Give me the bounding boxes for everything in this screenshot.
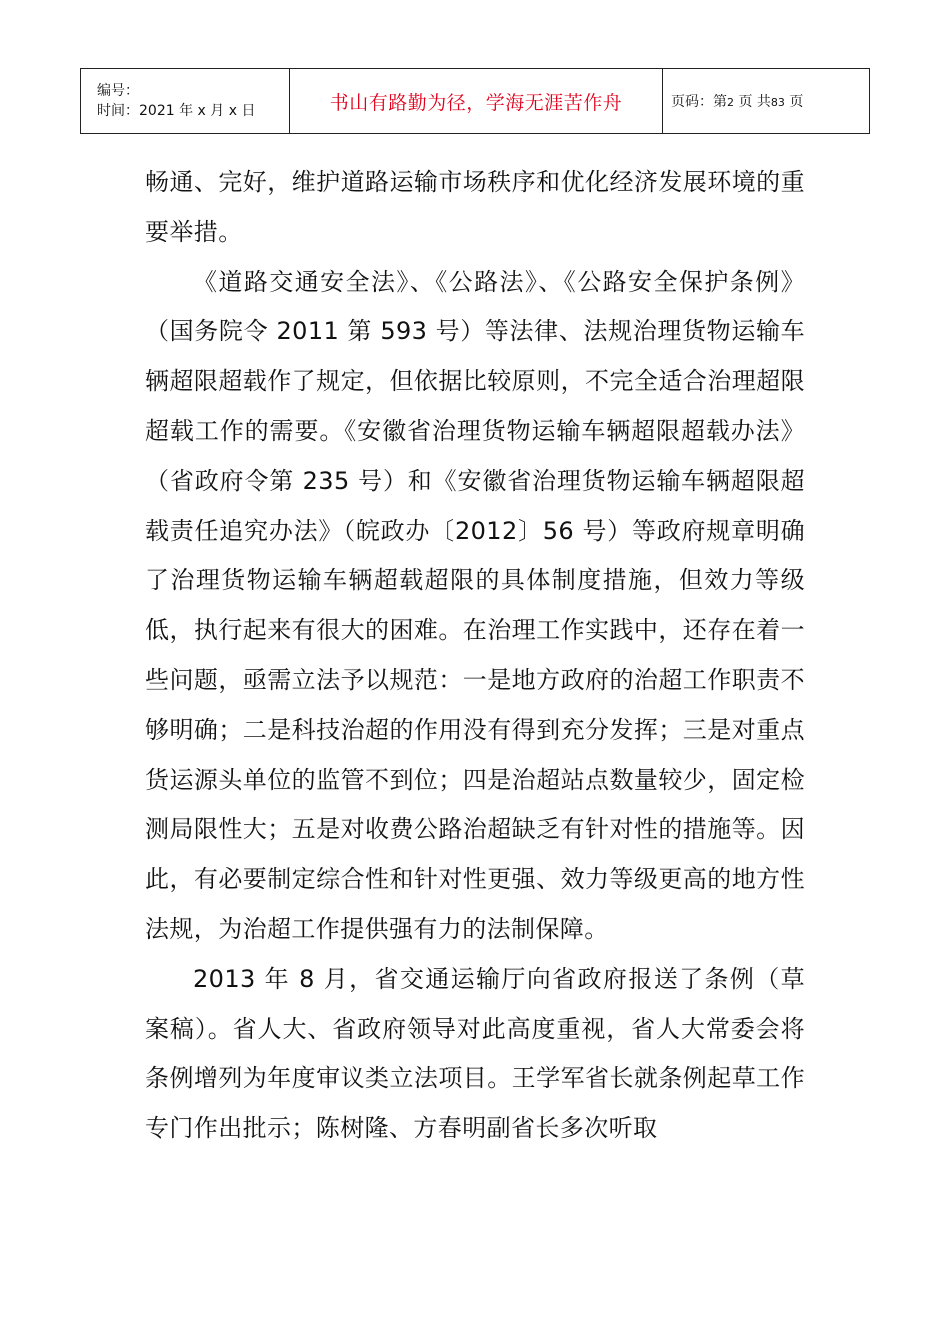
- page-current-number: 2: [727, 96, 734, 109]
- document-date-label: 时间：2021 年 x 月 x 日: [97, 103, 256, 119]
- header-meta-cell: [81, 69, 290, 134]
- page-total-number: 83: [770, 96, 785, 109]
- document-number-label: 编号：: [97, 83, 139, 99]
- document-body: [145, 158, 805, 1154]
- page-suffix: 页: [789, 94, 804, 110]
- document-header: [80, 68, 870, 134]
- page-counter: [663, 69, 870, 134]
- body-paragraph: 畅通、完好，维护道路运输市场秩序和优化经济发展环境的重要举措。: [145, 168, 805, 246]
- body-paragraph: 2013 年 8 月，省交通运输厅向省政府报送了条例（草案稿）。省人大、省政府领导对此高度重视，省人大常委会将条例增列为年度审议类立法项目。王学军省长就条例起草工作专门作出批示；陈树隆、方春明副省长多次听取: [145, 964, 805, 1143]
- page-middle-text: 页 共: [738, 94, 771, 110]
- header-motto: 书山有路勤为径，学海无涯苦作舟: [290, 69, 663, 134]
- page-prefix: 页码：第: [671, 94, 727, 110]
- body-paragraph: 《道路交通安全法》、《公路法》、《公路安全保护条例》（国务院令 2011 第 593 号）等法律、法规治理货物运输车辆超限超载作了规定，但依据比较原则，不完全适合治理超限超载工作的需要。《安徽省治理货物运输车辆超限超载办法》（省政府令第 235 号）和《安徽省治理货物运输车辆超限超载责任追究办法》（皖政办〔2012〕56 号）等政府规章明确了治理货物运输车辆超载超限的具体制度措施，但效力等级低，执行起来有很大的困难。在治理工作实践中，还存在着一些问题，亟需立法予以规范：一是地方政府的治超工作职责不够明确；二是科技治超的作用没有得到充分发挥；三是对重点货运源头单位的监管不到位；四是治超站点数量较少，固定检测局限性大；五是对收费公路治超缺乏有针对性的措施等。因此，有必要制定综合性和针对性更强、效力等级更高的地方性法规，为治超工作提供强有力的法制保障。: [145, 267, 805, 943]
